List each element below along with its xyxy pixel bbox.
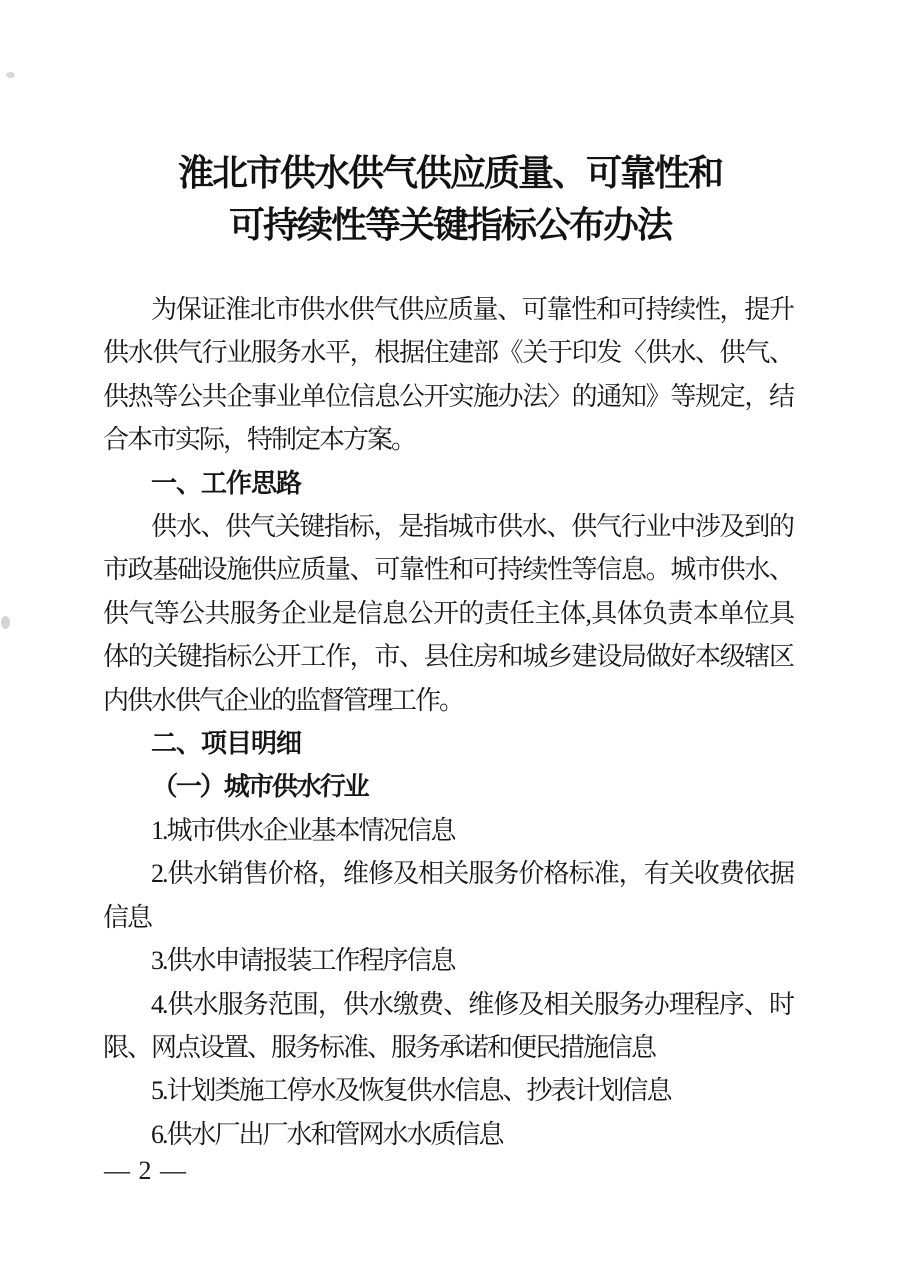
text-line: 供气等公共服务企业是信息公开的责任主体,具体负责本单位具 (103, 598, 793, 628)
page-number: — 2 — (104, 1156, 187, 1185)
text-line: 为保证淮北市供水供气供应质量、可靠性和可持续性，提升 (151, 295, 793, 324)
text-line: 2.供水销售价格，维修及相关服务价格标准，有关收费依据 (151, 859, 793, 889)
text-line: 信息 (103, 902, 152, 932)
text-line: 供水供气行业服务水平，根据住建部《关于印发〈供水、供气、 (103, 338, 793, 368)
text-line: 供热等公共企事业单位信息公开实施办法〉的通知》等规定，结 (103, 381, 793, 411)
text-line: 合本市实际，特制定本方案。 (103, 425, 416, 455)
text-line: 3.供水申请报装工作程序信息 (151, 946, 455, 976)
text-line: 体的关键指标公开工作，市、县住房和城乡建设局做好本级辖区 (103, 642, 793, 672)
section-heading: 一、工作思路 (151, 467, 302, 498)
document-body (103, 288, 793, 1156)
document-title-line-1: 淮北市供水供气供应质量、可靠性和 (177, 153, 722, 193)
scan-speck-artifact (6, 72, 15, 78)
section-heading: 二、项目明细 (151, 728, 302, 759)
text-line: 1.城市供水企业基本情况信息 (151, 815, 455, 845)
subsection-heading: （一）城市供水行业 (151, 772, 369, 802)
text-line: 5.计划类施工停水及恢复供水信息、抄表计划信息 (151, 1076, 671, 1106)
text-line: 限、网点设置、服务标准、服务承诺和便民措施信息 (103, 1032, 656, 1062)
text-line: 供水、供气关键指标，是指城市供水、供气行业中涉及到的 (151, 512, 793, 542)
document-title (0, 147, 900, 251)
scan-speck-artifact (1, 616, 10, 629)
text-line: 6.供水厂出厂水和管网水水质信息 (151, 1119, 503, 1149)
text-line: 4.供水服务范围，供水缴费、维修及相关服务办理程序、时 (151, 989, 793, 1019)
text-line: 内供水供气企业的监督管理工作。 (103, 685, 464, 715)
document-title-line-2: 可持续性等关键指标公布办法 (228, 205, 671, 245)
text-line: 市政基础设施供应质量、可靠性和可持续性等信息。城市供水、 (103, 555, 793, 585)
